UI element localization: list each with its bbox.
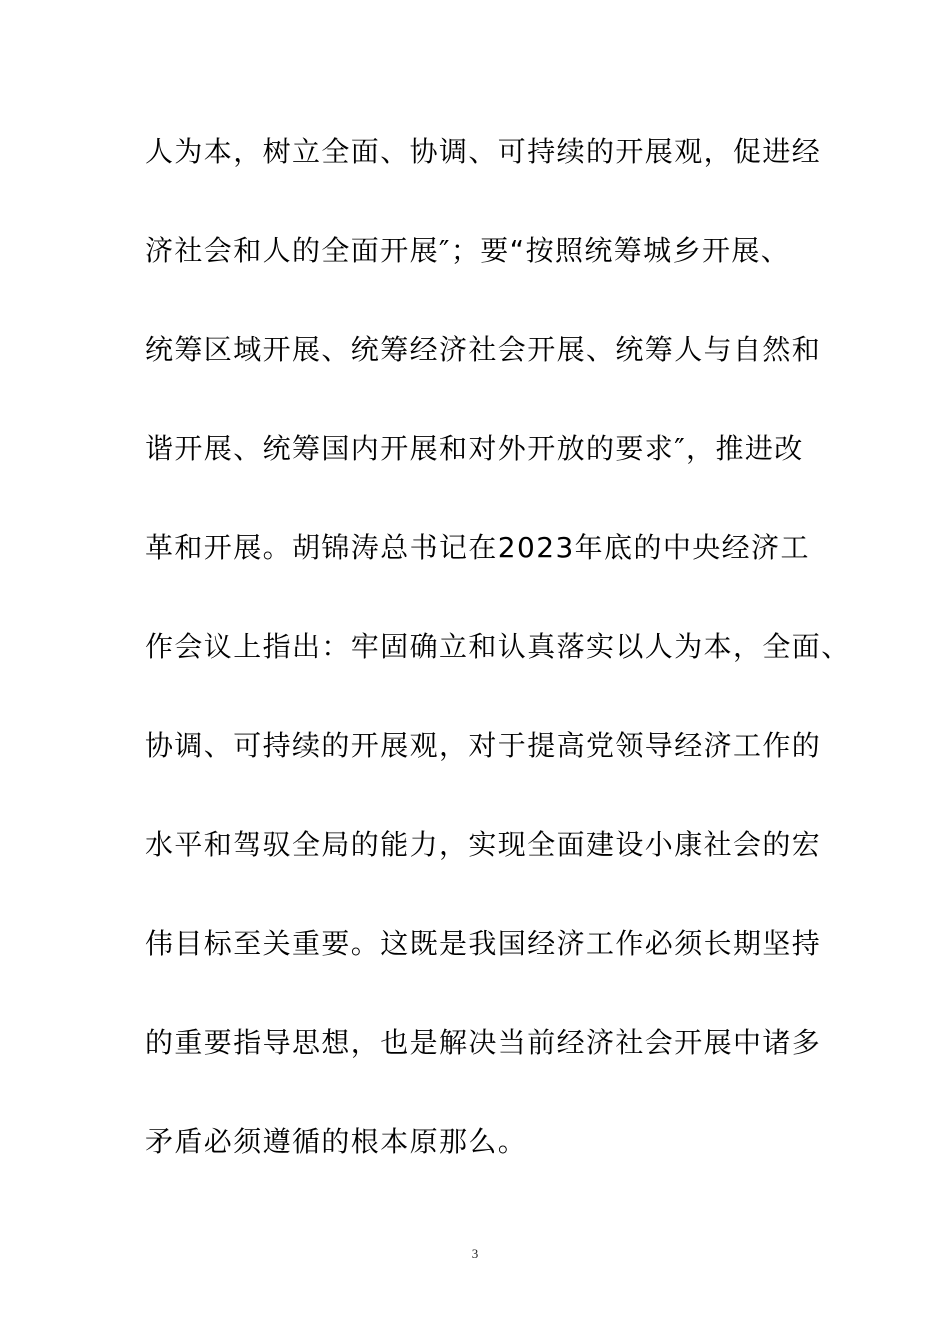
- text-line-7: 协调、可持续的开展观，对于提高党领导经济工作的: [145, 729, 822, 762]
- text-line-8: 水平和驾驭全局的能力，实现全面建设小康社会的宏: [145, 828, 822, 861]
- text-line-6: 作会议上指出：牢固确立和认真落实以人为本，全面、: [145, 630, 851, 663]
- text-line-5: 革和开展。胡锦涛总书记在2023年底的中央经济工: [145, 531, 810, 564]
- text-line-2: 济社会和人的全面开展″；要“按照统筹城乡开展、: [145, 234, 791, 267]
- text-line-4: 谐开展、统筹国内开展和对外开放的要求″，推进改: [145, 432, 804, 465]
- text-line-3: 统筹区域开展、统筹经济社会开展、统筹人与自然和: [145, 333, 822, 366]
- text-line-9: 伟目标至关重要。这既是我国经济工作必须长期坚持: [145, 927, 822, 960]
- text-line-11: 矛盾必须遵循的根本原那么。: [145, 1125, 528, 1158]
- text-line-1: 人为本，树立全面、协调、可持续的开展观，促进经: [145, 135, 822, 168]
- page-number: 3: [471, 1246, 479, 1261]
- body-paragraph: [145, 128, 851, 1217]
- text-line-10: 的重要指导思想，也是解决当前经济社会开展中诸多: [145, 1026, 822, 1059]
